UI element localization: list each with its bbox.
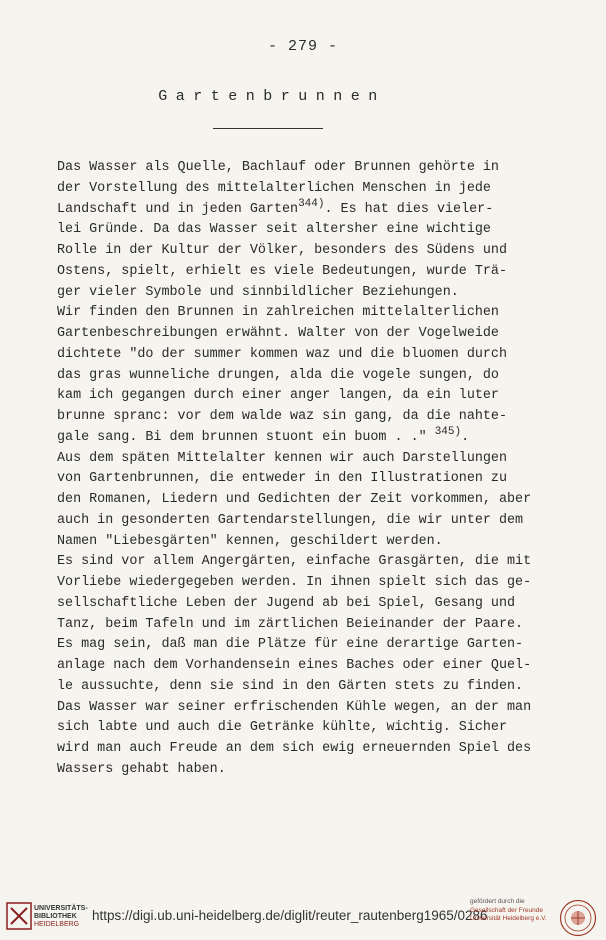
page-title: Gartenbrunnen: [158, 88, 386, 105]
text-line: Aus dem späten Mittelalter kennen wir auch Darstellungen: [57, 450, 507, 466]
title-underline: [213, 128, 323, 129]
body-text: [57, 158, 547, 781]
text-line: Gartenbeschreibungen erwähnt. Walter von der Vogelweide: [57, 326, 499, 341]
text-line: sellschaftliche Leben der Jugend ab bei Spiel, Gesang und: [57, 595, 516, 611]
text-line: der Vorstellung des mittelalterlichen Menschen in jede: [57, 180, 491, 196]
text-line: kam ich gegangen durch einer anger langen, da ein luter: [57, 388, 499, 404]
text-fragment: Landschaft und in jeden Garten: [57, 201, 299, 217]
text-line: dichtete "do der summer kommen waz und die bluomen durch: [57, 346, 507, 362]
sponsor-line: gefördert durch die: [470, 898, 525, 905]
text-line: Das Wasser als Quelle, Bachlauf oder Brunnen gehörte in: [57, 160, 499, 175]
text-fragment: . Es hat dies vieler-: [324, 201, 494, 217]
text-line: auch in gesonderten Gartendarstellungen, die wir unter dem: [57, 512, 524, 528]
text-line: brunne spranc: vor dem walde waz sin gang, da die nahte-: [57, 409, 507, 424]
text-line: den Romanen, Liedern und Gedichten der Zeit vorkommen, aber: [57, 492, 532, 507]
library-name: [34, 905, 88, 929]
text-line: [57, 197, 547, 221]
sponsor-note: [470, 898, 547, 924]
permalink-url[interactable]: https://digi.ub.uni-heidelberg.de/diglit/reuter_rautenberg1965/0286: [92, 908, 488, 923]
text-line: lei Gründe. Da das Wasser seit altersher eine wichtige: [57, 222, 491, 238]
text-line: Vorliebe wiedergegeben werden. In ihnen spielt sich das ge-: [57, 575, 532, 590]
text-line: Namen "Liebesgärten" kennen, geschildert werden.: [57, 533, 443, 549]
text-fragment: .: [461, 429, 470, 445]
text-line: Ostens, spielt, erhielt es viele Bedeutungen, wurde Trä-: [57, 263, 507, 279]
sponsor-line: Gesellschaft der Freunde: [470, 906, 543, 914]
sponsor-line: Universität Heidelberg e.V.: [470, 915, 547, 922]
text-line: Wassers gehabt haben.: [57, 761, 226, 777]
university-seal-icon: [559, 899, 597, 937]
footnote-ref-345[interactable]: 345): [434, 425, 462, 438]
text-line: le aussuchte, denn sie sind in den Gärten stets zu finden.: [57, 678, 524, 694]
text-fragment: gale sang. Bi dem brunnen stuont ein buom . .": [57, 429, 435, 445]
text-line: Es mag sein, daß man die Plätze für eine derartige Garten-: [57, 637, 524, 653]
page-number: - 279 -: [267, 38, 338, 55]
text-line: anlage nach dem Vorhandensein eines Baches oder einer Quel-: [57, 658, 532, 673]
text-line: Rolle in der Kultur der Völker, besonders des Südens und: [57, 243, 507, 258]
text-line: ger vieler Symbole und sinnbildlicher Beziehungen.: [57, 284, 459, 300]
text-line: [57, 425, 547, 449]
text-line: sich labte und auch die Getränke kühlte, wichtig. Sicher: [57, 720, 507, 736]
library-name-line: HEIDELBERG: [34, 921, 80, 928]
library-name-line: BIBLIOTHEK: [34, 913, 77, 920]
text-line: wird man auch Freude an dem sich ewig erneuernden Spiel des: [57, 741, 532, 756]
text-line: Tanz, beim Tafeln und im zärtlichen Beieinander der Paare.: [57, 616, 524, 632]
text-line: Es sind vor allem Angergärten, einfache Grasgärten, die mit: [57, 554, 532, 570]
text-line: das gras wunneliche drungen, alda die vogele sungen, do: [57, 367, 499, 383]
text-line: Das Wasser war seiner erfrischenden Kühle wegen, an der man: [57, 699, 532, 715]
library-name-line: UNIVERSITÄTS-: [34, 905, 88, 912]
library-logo-icon[interactable]: [6, 900, 32, 932]
footnote-ref-344[interactable]: 344): [298, 197, 325, 210]
text-line: Wir finden den Brunnen in zahlreichen mittelalterlichen: [57, 305, 499, 321]
text-line: von Gartenbrunnen, die entweder in den Illustrationen zu: [57, 471, 507, 487]
